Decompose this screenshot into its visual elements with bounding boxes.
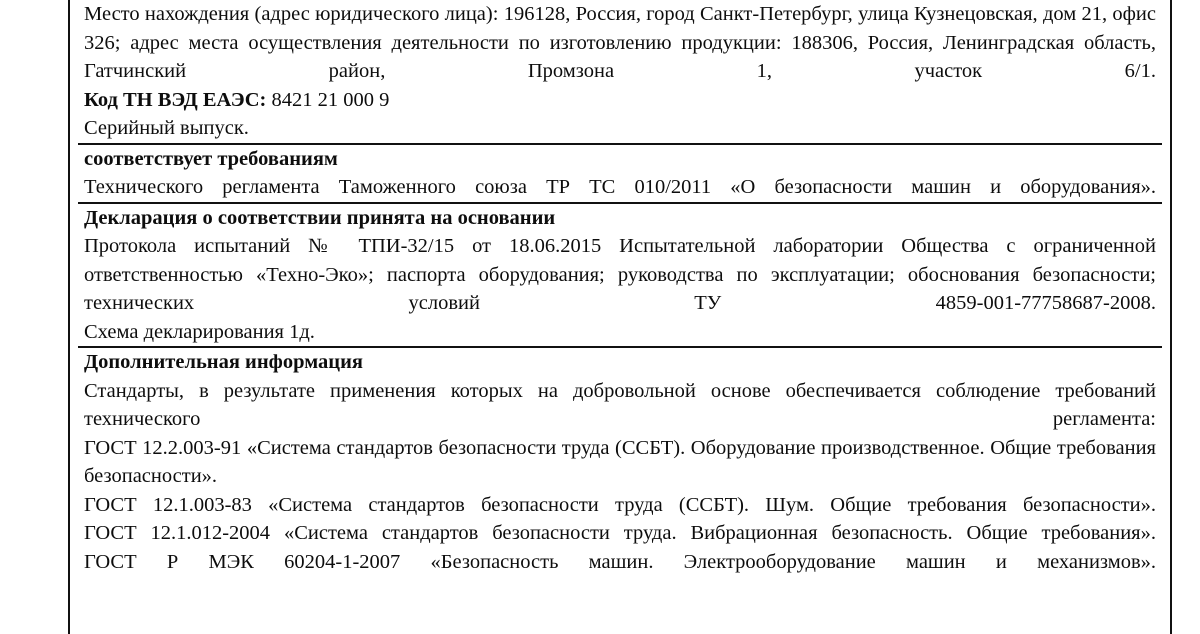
customs-code-value: 8421 21 000 9 [271, 88, 390, 111]
basis-paragraph: Протокола испытаний № ТПИ-32/15 от 18.06.2015 Испытательной лаборатории Общества с ограниченной ответственностью «Техно-Эко»; паспорта оборудования; руководства по эксплуатации; обоснования безопасности; технических условий ТУ 4859-001-77758687-2008. [84, 235, 1156, 314]
serial-production-line: Серийный выпуск. [84, 117, 249, 139]
conformity-heading: соответствует требованиям [84, 147, 338, 170]
section-additional-info [78, 348, 1162, 576]
standard-item: ГОСТ 12.2.003-91 «Система стандартов безопасности труда (ССБТ). Оборудование производственное. Общие требования безопасности». [84, 436, 1156, 487]
section-conformity [78, 145, 1162, 202]
address-paragraph: Место нахождения (адрес юридического лица): 196128, Россия, город Санкт-Петербург, улица Кузнецовская, дом 21, офис 326; адрес места осуществления деятельности по изготовлению продукции: 188306, Россия, Ленинградская область, Гатчинский район, Промзона 1, участок 6/1. [84, 3, 1156, 82]
standards-intro-paragraph: Стандарты, в результате применения которых на добровольной основе обеспечивается соблюдение требований технического регламента: [84, 379, 1156, 430]
basis-heading: Декларация о соответствии принята на основании [84, 206, 556, 229]
table-border-right [1170, 0, 1172, 634]
standard-item: ГОСТ 12.1.003-83 «Система стандартов безопасности труда (ССБТ). Шум. Общие требования безопасности». [84, 493, 1156, 516]
standard-item: ГОСТ Р МЭК 60204-1-2007 «Безопасность машин. Электрооборудование машин и механизмов». [84, 550, 1156, 573]
customs-code-line [84, 86, 1156, 115]
additional-info-heading: Дополнительная информация [84, 351, 363, 373]
conformity-paragraph: Технического регламента Таможенного союза ТР ТС 010/2011 «О безопасности машин и оборудования». [84, 176, 1156, 198]
standard-item: ГОСТ 12.1.012-2004 «Система стандартов безопасности труда. Вибрационная безопасность. Общие требования». [84, 522, 1156, 544]
section-basis [78, 204, 1162, 347]
section-address [78, 0, 1162, 143]
customs-code-label: Код ТН ВЭД ЕАЭС: [84, 88, 267, 111]
table-border-left [68, 0, 70, 634]
declaration-scheme-line: Схема декларирования 1д. [84, 320, 315, 343]
